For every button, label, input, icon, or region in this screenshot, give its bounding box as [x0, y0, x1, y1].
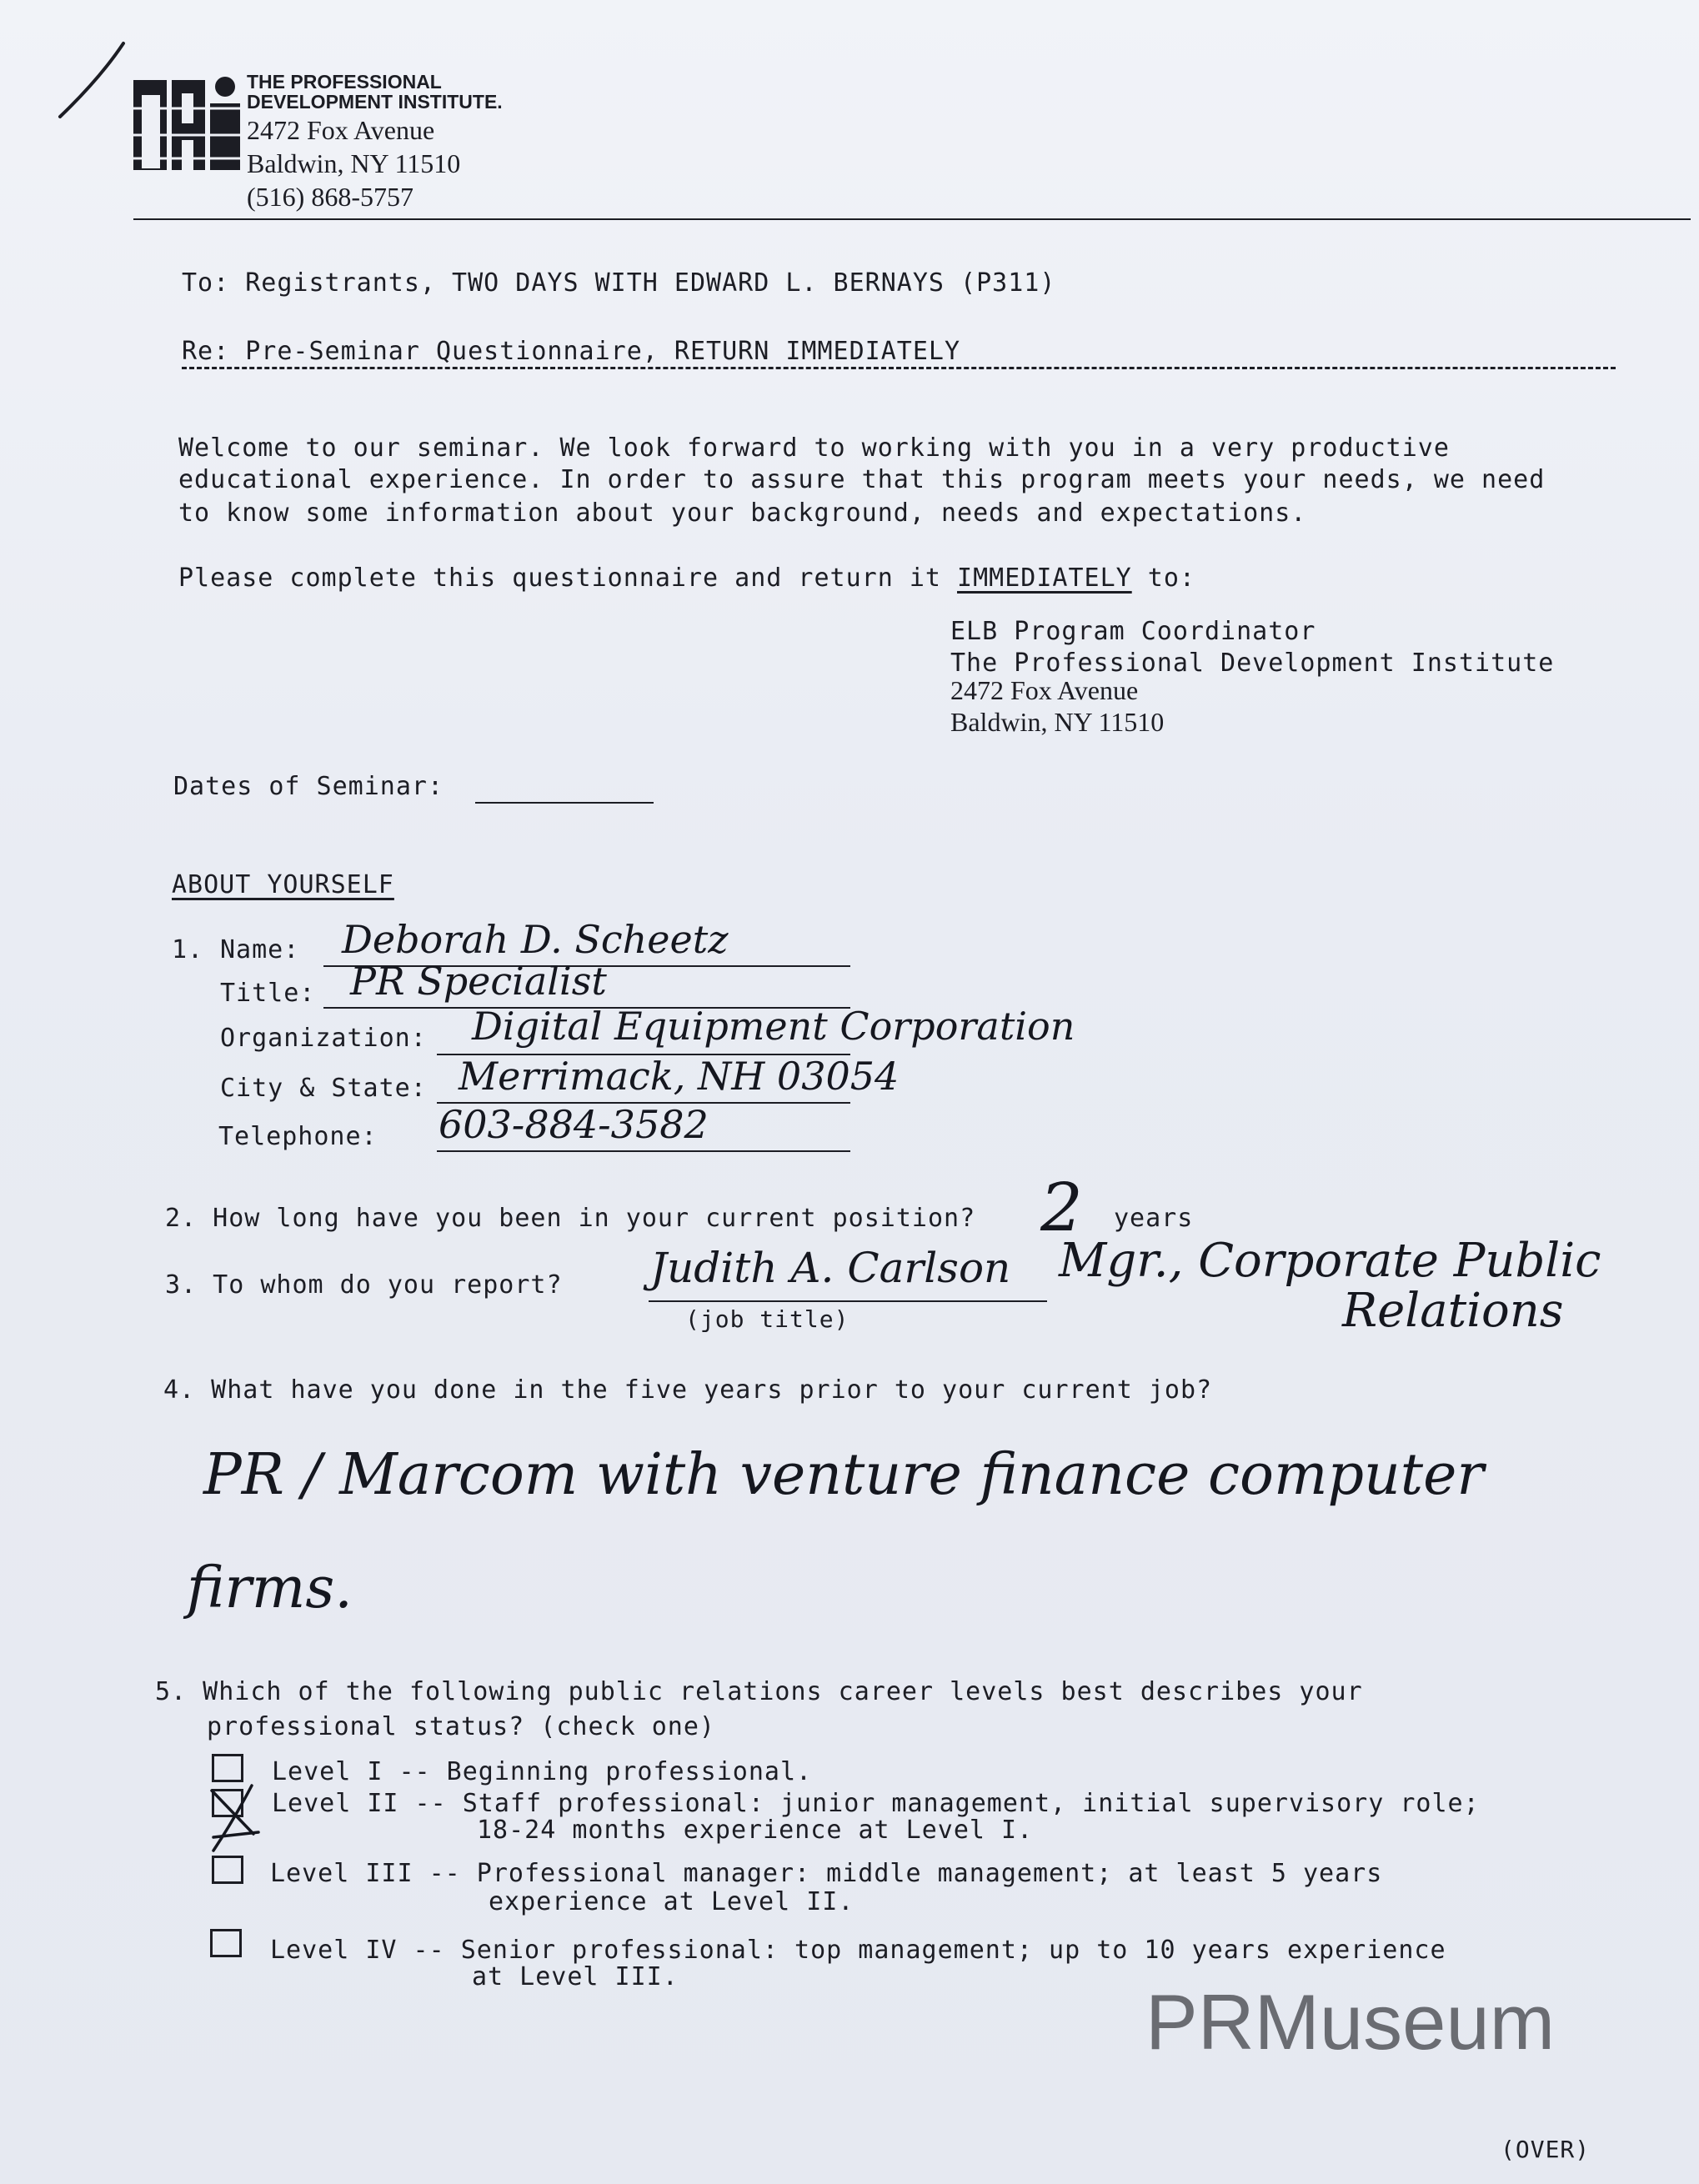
q3-answer-name-field[interactable]: Judith A. Carlson [650, 1244, 1011, 1292]
over-indicator: (OVER) [1501, 2136, 1591, 2163]
return-instruction-prefix: Please complete this questionnaire and return it [178, 564, 958, 593]
city-state-field[interactable]: Merrimack, NH 03054 [459, 1054, 900, 1099]
organization-field[interactable]: Digital Equipment Corporation [472, 1004, 1075, 1049]
q1-number: 1. [172, 935, 204, 964]
institute-name [247, 72, 503, 112]
level-2-label: Level II -- Staff professional: junior management, initial supervisory role; [272, 1789, 1480, 1818]
level-4-label: Level IV -- Senior professional: top management; up to 10 years experience [270, 1936, 1446, 1965]
level-1-label: Level I -- Beginning professional. [272, 1757, 813, 1786]
return-instruction-suffix: to: [1131, 564, 1195, 593]
q3-job-title-caption: (job title) [685, 1305, 850, 1333]
telephone-label: Telephone: [218, 1122, 378, 1151]
letterhead-divider [133, 218, 1691, 220]
address-phone: (516) 868-5757 [247, 182, 413, 212]
dates-of-seminar-label: Dates of Seminar: [173, 772, 444, 801]
level-2-checkmark-icon [200, 1779, 267, 1854]
q3-answer-title-line1: Mgr., Corporate Public [1059, 1234, 1601, 1288]
telephone-field-line [437, 1150, 850, 1152]
intro-line-2: educational experience. In order to assure that this program meets your needs, we need [178, 465, 1546, 494]
intro-line-1: Welcome to our seminar. We look forward to working with you in a very productive [178, 433, 1450, 463]
memo-to-line: To: Registrants, TWO DAYS WITH EDWARD L. BERNAYS (P311) [182, 268, 1056, 298]
title-label: Title: [220, 979, 316, 1008]
name-label: Name: [220, 935, 300, 964]
level-3-label: Level III -- Professional manager: middle management; at least 5 years [270, 1859, 1383, 1888]
level-3-checkbox[interactable] [212, 1856, 243, 1884]
dates-of-seminar-field[interactable] [475, 802, 654, 804]
q3-question: 3. To whom do you report? [165, 1270, 563, 1300]
q2-question: 2. How long have you been in your current position? [165, 1204, 976, 1233]
intro-line-3: to know some information about your background, needs and expectations. [178, 498, 1307, 528]
pdi-logo-icon [133, 75, 242, 173]
organization-label: Organization: [220, 1024, 427, 1053]
address-street: 2472 Fox Avenue [247, 115, 435, 145]
name-field[interactable]: Deborah D. Scheetz [342, 917, 729, 962]
telephone-field[interactable]: 603-884-3582 [439, 1102, 709, 1147]
level-4-sublabel: at Level III. [472, 1962, 679, 1991]
q3-answer-line [649, 1300, 1047, 1302]
q3-answer-title-line2: Relations [1342, 1284, 1564, 1338]
institute-name-line1: THE PROFESSIONAL [247, 71, 442, 93]
return-address-line-3: 2472 Fox Avenue [950, 675, 1139, 705]
level-2-sublabel: 18-24 months experience at Level I. [477, 1816, 1034, 1845]
institute-address [247, 113, 460, 213]
return-instruction-emphasis: IMMEDIATELY [957, 564, 1132, 593]
return-address-line-1: ELB Program Coordinator [950, 617, 1316, 646]
q2-answer-field[interactable]: 2 [1040, 1169, 1083, 1246]
q4-answer-field[interactable]: PR / Marcom with venture finance computer [203, 1442, 1484, 1508]
return-address-line-2: The Professional Development Institute [950, 649, 1555, 678]
q4-answer-line2: firms. [187, 1555, 353, 1621]
q5-question-line1: 5. Which of the following public relations career levels best describes your [155, 1677, 1363, 1706]
institute-name-line2: DEVELOPMENT INSTITUTE. [247, 91, 503, 113]
q4-question: 4. What have you done in the five years prior to your current job? [163, 1375, 1213, 1405]
level-4-checkbox[interactable] [210, 1929, 242, 1957]
return-instruction [178, 564, 1195, 593]
level-1-checkbox[interactable] [212, 1754, 243, 1782]
section-heading-about-yourself: ABOUT YOURSELF [172, 870, 394, 899]
return-address-line-4: Baldwin, NY 11510 [950, 707, 1165, 737]
level-3-sublabel: experience at Level II. [489, 1887, 855, 1916]
memo-re-line: Re: Pre-Seminar Questionnaire, RETURN IMMEDIATELY [182, 337, 961, 366]
pen-stroke-mark [50, 37, 133, 128]
prmuseum-watermark: PRMuseum [1145, 1978, 1556, 2066]
city-state-label: City & State: [220, 1074, 427, 1103]
address-city: Baldwin, NY 11510 [247, 148, 461, 178]
q5-question-line2: professional status? (check one) [207, 1712, 715, 1741]
q2-unit: years [1114, 1204, 1194, 1233]
title-field[interactable]: PR Specialist [350, 959, 607, 1004]
dashed-divider [182, 367, 1616, 369]
